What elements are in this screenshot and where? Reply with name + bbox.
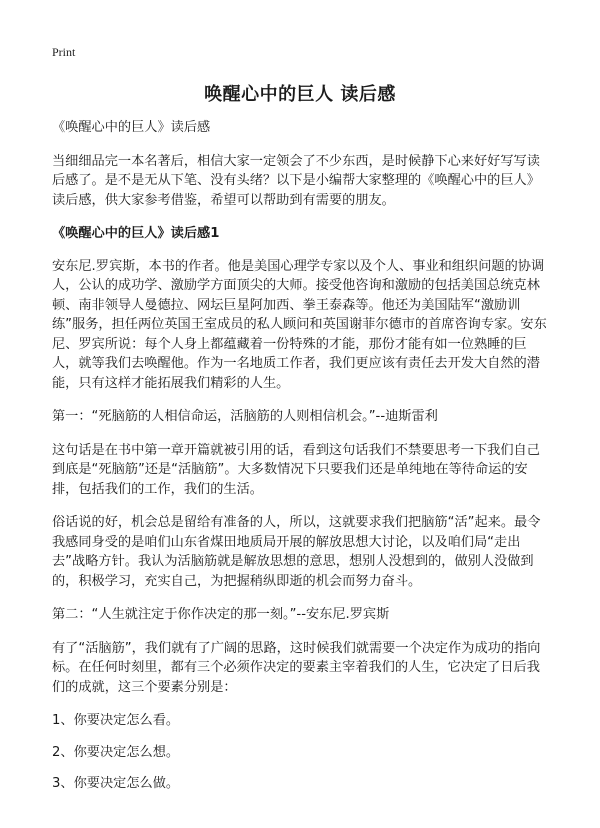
article-body [52, 118, 550, 806]
article-subtitle: 《唤醒心中的巨人》读后感 [52, 120, 211, 135]
paragraph-reflection-1: 这句话是在书中第一章开篇就被引用的话，看到这句话我们不禁要思考一下我们自己到底是“死脑筋”还是“活脑筋”。大多数情况下只要我们还是单纯地在等待命运的安排，包括我们的工作，我们的生活。 [52, 442, 540, 497]
paragraph-reflection-2: 俗话说的好，机会总是留给有准备的人，所以，这就要求我们把脑筋“活”起来。最令我感同身受的是咱们山东省煤田地质局开展的解放思想大讨论，以及咱们局“走出去”战略方针。我认为活脑筋就是解放思想的意思，想别人没想到的，做别人没做到的，积极学习，充实自己，为把握稍纵即逝的机会而努力奋斗。 [52, 515, 541, 589]
paragraph-quote-1: 第一：“死脑筋的人相信命运，活脑筋的人则相信机会。”--迪斯雷利 [52, 409, 438, 424]
section-heading: 《唤醒心中的巨人》读后感1 [52, 226, 220, 241]
list-item: 1、你要决定怎么看。 [52, 713, 180, 728]
paragraph-author-bio: 安东尼.罗宾斯，本书的作者。他是美国心理学专家以及个人、事业和组织问题的协调人，公认的成功学、激励学方面顶尖的大师。接受他咨询和激励的包括美国总统克林顿、南非领导人曼德拉、网坛巨星阿加西、拳王泰森等。他还为美国陆军“激励训练”服务，担任两位英国王室成员的私人顾问和英国谢菲尔德市的首席咨询专家。安东尼、罗宾所说：每个人身上都蕴藏着一份特殊的才能，那份才能有如一位熟睡的巨人，就等我们去唤醒他。作为一名地质工作者，我们更应该有责任去开发大自然的潜能，只有这样才能拓展我们精彩的人生。 [52, 258, 547, 391]
paragraph-reflection-3: 有了“活脑筋”，我们就有了广阔的思路，这时候我们就需要一个决定作为成功的指向标。在任何时刻里，都有三个必须作决定的要素主宰着我们的人生，它决定了日后我们的成就，这三个要素分别是： [52, 640, 541, 695]
list-item: 3、你要决定怎么做。 [52, 776, 180, 791]
page-title: 唤醒心中的巨人 读后感 [204, 84, 396, 105]
list-item: 2、你要决定怎么想。 [52, 744, 180, 760]
paragraph-quote-2: 第二：“人生就注定于你作决定的那一刻。”--安东尼.罗宾斯 [52, 607, 390, 622]
intro-paragraph: 当细细品完一本名著后，相信大家一定领会了不少东西，是时候静下心来好好写写读后感了。是不是无从下笔、没有头绪？以下是小编帮大家整理的《唤醒心中的巨人》读后感，供大家参考借鉴，希望可以帮助到有需要的朋友。 [52, 153, 540, 208]
print-link[interactable]: Print [52, 45, 76, 59]
